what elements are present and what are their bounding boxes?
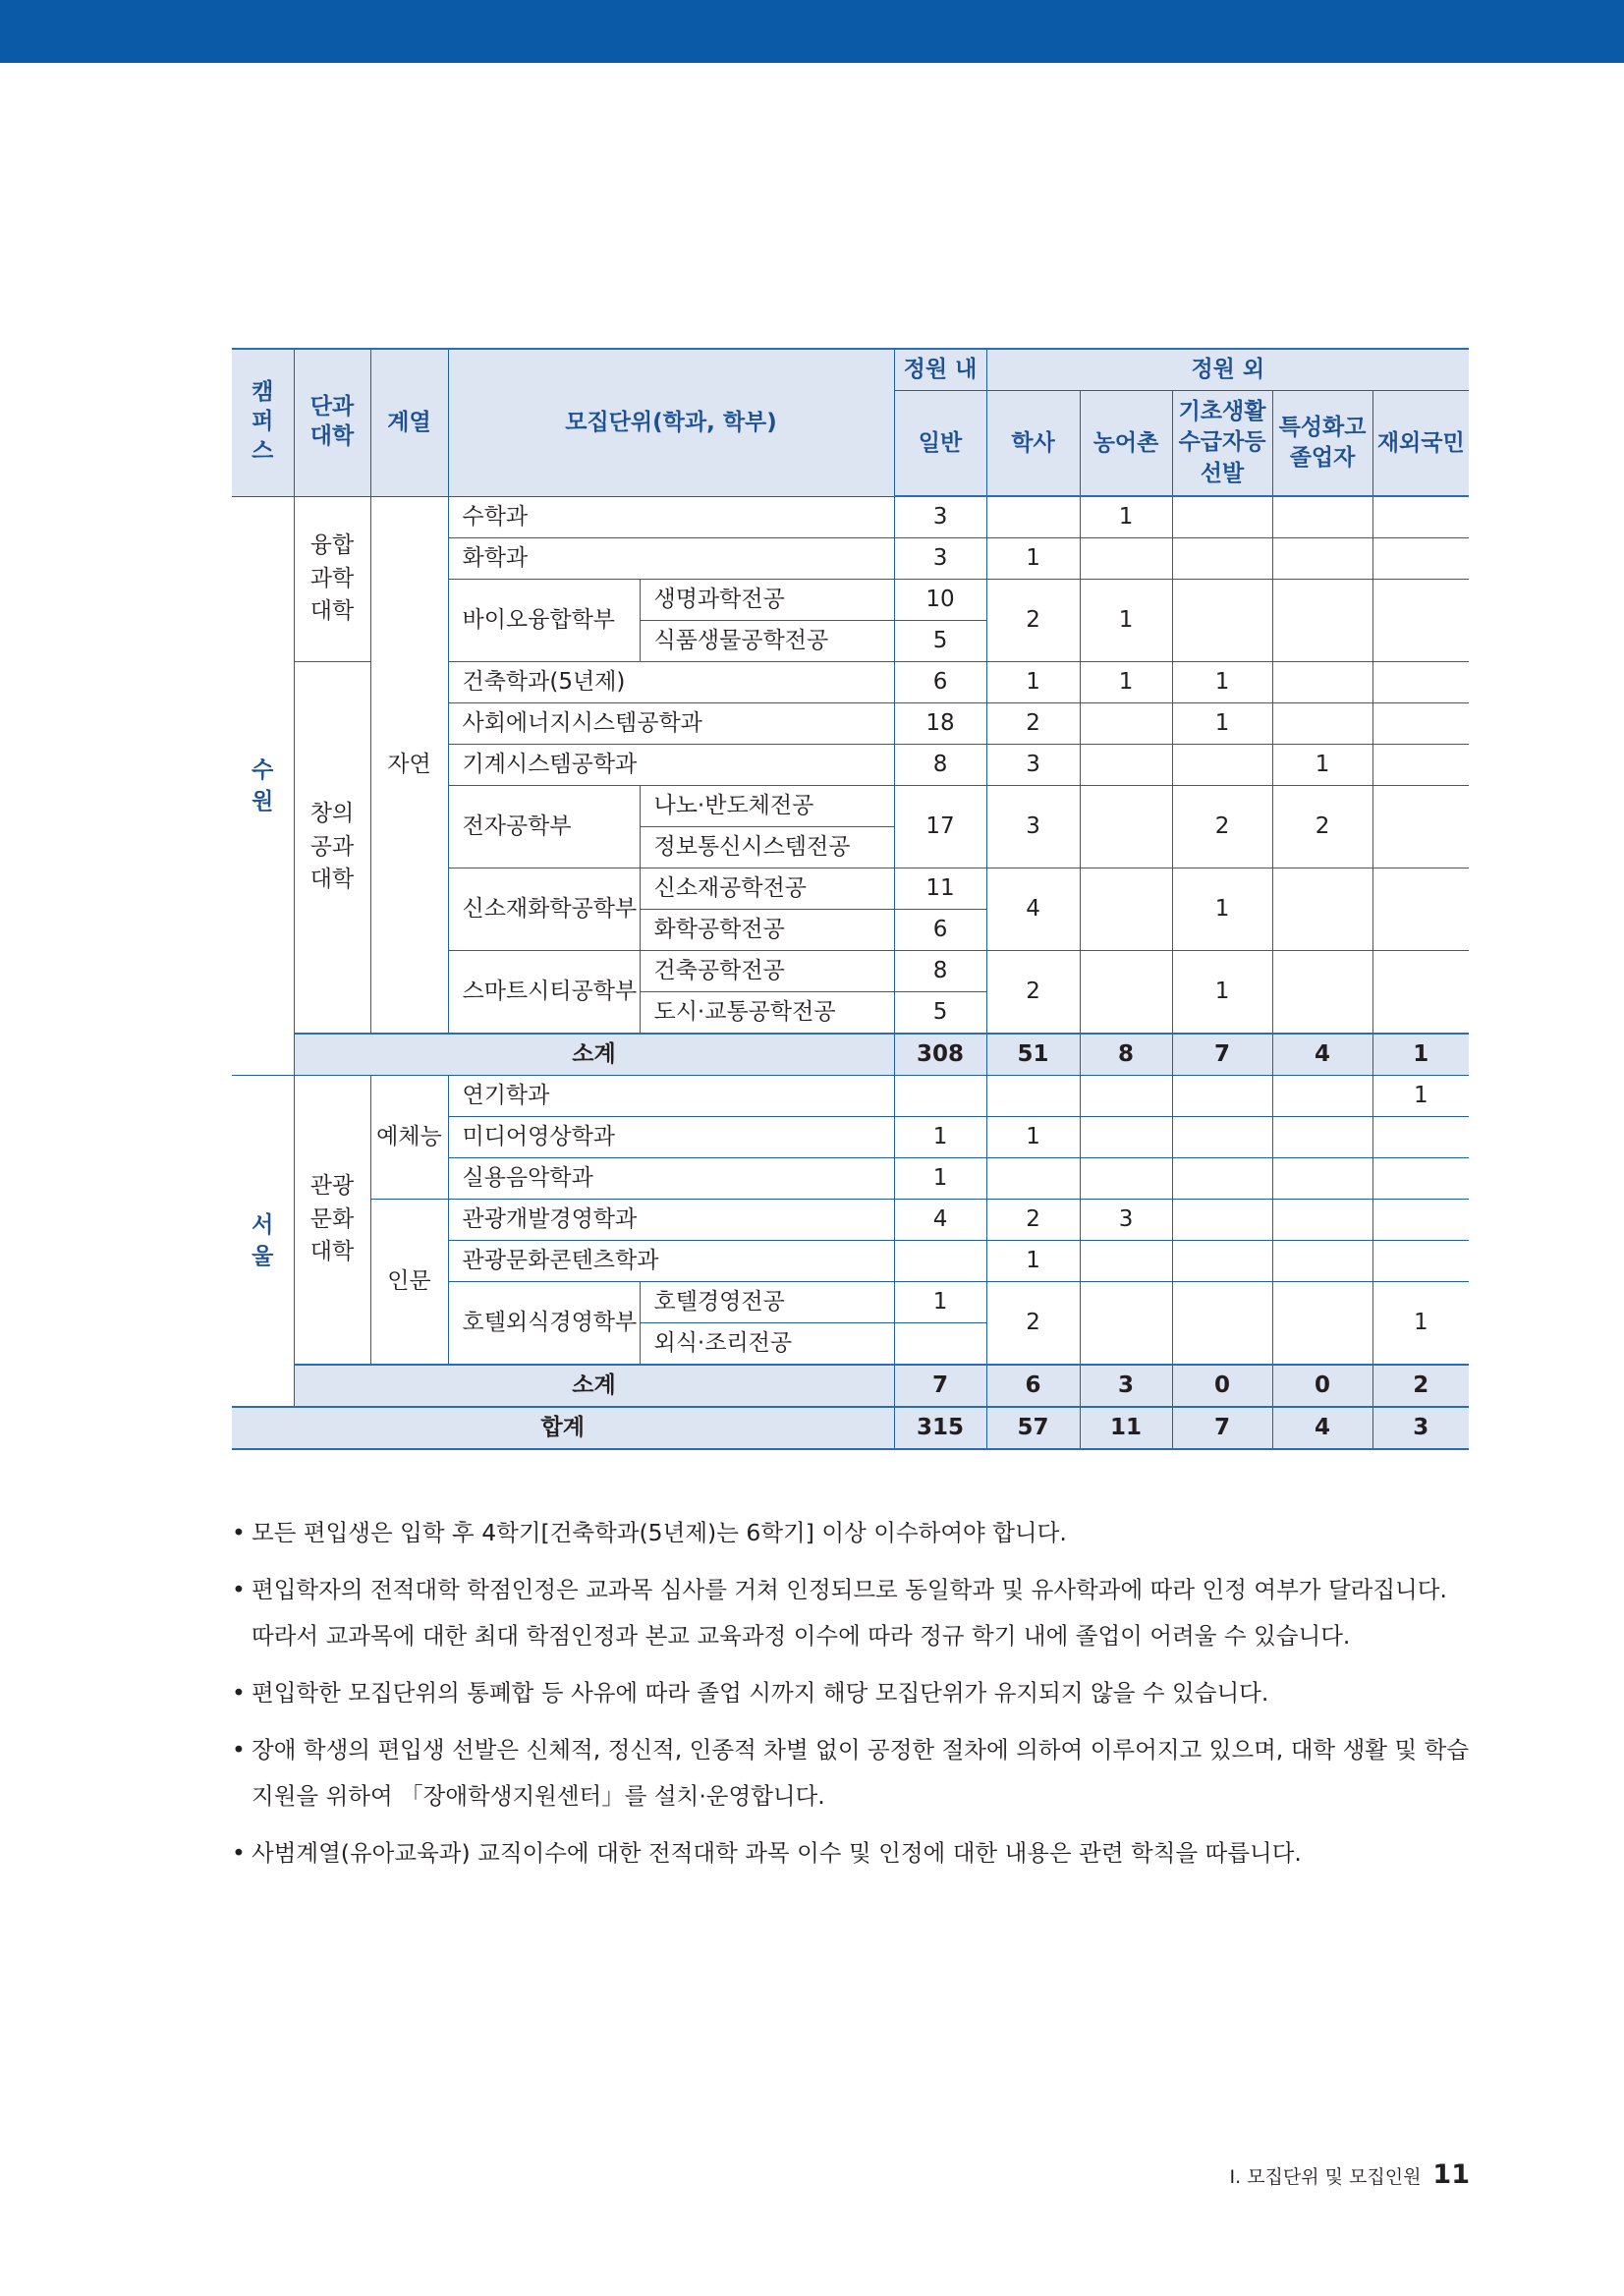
cell-value: 2 bbox=[1172, 786, 1272, 868]
cell-value: 6 bbox=[894, 662, 986, 703]
cell-value: 1 bbox=[986, 662, 1080, 703]
cell-value: 3 bbox=[1372, 1407, 1469, 1449]
cell-value: 10 bbox=[894, 580, 986, 621]
dept-name: 연기학과 bbox=[448, 1076, 894, 1117]
header-col-basic-living: 기초생활 수급자등 선발 bbox=[1172, 391, 1272, 497]
cell-value bbox=[1172, 1282, 1272, 1366]
cell-value: 57 bbox=[986, 1407, 1080, 1449]
cell-value: 1 bbox=[1080, 662, 1172, 703]
cell-value: 7 bbox=[1172, 1407, 1272, 1449]
cell-value bbox=[986, 496, 1080, 538]
header-inside-quota: 정원 내 bbox=[894, 349, 986, 391]
cell-value: 8 bbox=[1080, 1034, 1172, 1076]
note-item: • 사범계열(유아교육과) 교직이수에 대한 전적대학 과목 이수 및 인정에 대한 내용은 관련 학칙을 따릅니다. bbox=[232, 1830, 1472, 1876]
cell-value: 4 bbox=[1272, 1407, 1372, 1449]
cell-value bbox=[1080, 868, 1172, 951]
cell-value bbox=[1172, 496, 1272, 538]
cell-value bbox=[986, 1158, 1080, 1200]
note-item: • 모든 편입생은 입학 후 4학기[건축학과(5년제)는 6학기] 이상 이수하여야 합니다. bbox=[232, 1510, 1472, 1556]
cell-value bbox=[1272, 580, 1372, 662]
cell-value: 4 bbox=[986, 868, 1080, 951]
cell-value bbox=[894, 1241, 986, 1282]
cell-value bbox=[1080, 786, 1172, 868]
cell-value bbox=[1272, 1158, 1372, 1200]
cell-value: 7 bbox=[894, 1365, 986, 1407]
major-name: 도시·교통공학전공 bbox=[640, 992, 894, 1035]
cell-value bbox=[1272, 1241, 1372, 1282]
total-label: 합계 bbox=[232, 1407, 894, 1449]
cell-value bbox=[1372, 580, 1469, 662]
table-row bbox=[232, 1200, 1469, 1241]
dept-name: 수학과 bbox=[448, 496, 894, 538]
cell-value bbox=[1272, 1076, 1372, 1117]
cell-value bbox=[986, 1076, 1080, 1117]
college-tourism-culture: 관광 문화 대학 bbox=[294, 1076, 370, 1366]
cell-value: 1 bbox=[1172, 662, 1272, 703]
major-name: 정보통신시스템전공 bbox=[640, 827, 894, 868]
cell-value: 3 bbox=[986, 745, 1080, 786]
cell-value: 3 bbox=[1080, 1365, 1172, 1407]
top-color-bar bbox=[0, 0, 1624, 63]
cell-value: 2 bbox=[1372, 1365, 1469, 1407]
cell-value bbox=[1080, 745, 1172, 786]
cell-value bbox=[1272, 1117, 1372, 1158]
cell-value: 4 bbox=[894, 1200, 986, 1241]
major-name: 식품생물공학전공 bbox=[640, 621, 894, 662]
header-col-bachelor: 학사 bbox=[986, 391, 1080, 497]
header-col-vocational: 특성화고 졸업자 bbox=[1272, 391, 1372, 497]
cell-value bbox=[1372, 1158, 1469, 1200]
cell-value: 2 bbox=[986, 1282, 1080, 1366]
cell-value: 6 bbox=[986, 1365, 1080, 1407]
cell-value bbox=[1172, 745, 1272, 786]
cell-value: 3 bbox=[894, 496, 986, 538]
major-name: 화학공학전공 bbox=[640, 910, 894, 951]
cell-value: 11 bbox=[1080, 1407, 1172, 1449]
table-row bbox=[232, 1076, 1469, 1117]
cell-value bbox=[1272, 1282, 1372, 1366]
header-col-rural: 농어촌 bbox=[1080, 391, 1172, 497]
cell-value bbox=[894, 1323, 986, 1366]
cell-value: 1 bbox=[1372, 1076, 1469, 1117]
dept-name: 기계시스템공학과 bbox=[448, 745, 894, 786]
campus-seoul: 서 울 bbox=[232, 1076, 294, 1408]
dept-name: 관광문화콘텐츠학과 bbox=[448, 1241, 894, 1282]
subtotal-label: 소계 bbox=[294, 1034, 894, 1076]
cell-value bbox=[1080, 538, 1172, 580]
cell-value bbox=[1372, 1117, 1469, 1158]
header-col-general: 일반 bbox=[894, 391, 986, 497]
cell-value bbox=[1272, 951, 1372, 1035]
cell-value: 18 bbox=[894, 703, 986, 745]
dept-name: 화학과 bbox=[448, 538, 894, 580]
cell-value: 8 bbox=[894, 745, 986, 786]
cell-value bbox=[1172, 1200, 1272, 1241]
college-convergence-science: 융합 과학 대학 bbox=[294, 496, 370, 662]
cell-value: 308 bbox=[894, 1034, 986, 1076]
campus-suwon: 수 원 bbox=[232, 496, 294, 1076]
cell-value: 1 bbox=[986, 1241, 1080, 1282]
dept-name: 실용음악학과 bbox=[448, 1158, 894, 1200]
cell-value bbox=[1172, 538, 1272, 580]
dept-name: 전자공학부 bbox=[448, 786, 640, 868]
cell-value: 2 bbox=[1272, 786, 1372, 868]
admission-quota-table bbox=[232, 348, 1469, 1450]
total-row bbox=[232, 1407, 1469, 1449]
note-item: • 장애 학생의 편입생 선발은 신체적, 정신적, 인종적 차별 없이 공정한 절차에 의하여 이루어지고 있으며, 대학 생활 및 학습지원을 위하여 「장애학생지원센터」를 설치·운영합니다. bbox=[232, 1727, 1472, 1820]
cell-value: 1 bbox=[1080, 580, 1172, 662]
cell-value bbox=[1172, 1117, 1272, 1158]
major-name: 외식·조리전공 bbox=[640, 1323, 894, 1366]
major-name: 건축공학전공 bbox=[640, 951, 894, 992]
cell-value bbox=[1080, 1117, 1172, 1158]
cell-value bbox=[1372, 868, 1469, 951]
cell-value: 1 bbox=[1172, 951, 1272, 1035]
cell-value: 3 bbox=[894, 538, 986, 580]
cell-value: 0 bbox=[1172, 1365, 1272, 1407]
cell-value: 17 bbox=[894, 786, 986, 868]
cell-value bbox=[1080, 1241, 1172, 1282]
cell-value: 8 bbox=[894, 951, 986, 992]
cell-value: 2 bbox=[986, 703, 1080, 745]
field-natural: 자연 bbox=[370, 496, 448, 1034]
cell-value bbox=[1372, 951, 1469, 1035]
cell-value bbox=[1372, 703, 1469, 745]
cell-value bbox=[1080, 1158, 1172, 1200]
cell-value: 3 bbox=[986, 786, 1080, 868]
cell-value: 2 bbox=[986, 1200, 1080, 1241]
cell-value: 4 bbox=[1272, 1034, 1372, 1076]
cell-value: 1 bbox=[986, 1117, 1080, 1158]
cell-value bbox=[1272, 703, 1372, 745]
dept-name: 바이오융합학부 bbox=[448, 580, 640, 662]
footer-section-title: Ⅰ. 모집단위 및 모집인원 bbox=[1229, 2166, 1422, 2188]
cell-value: 1 bbox=[1272, 745, 1372, 786]
cell-value: 1 bbox=[894, 1117, 986, 1158]
cell-value bbox=[1172, 1241, 1272, 1282]
subtotal-label: 소계 bbox=[294, 1365, 894, 1407]
cell-value bbox=[1272, 662, 1372, 703]
cell-value: 2 bbox=[986, 951, 1080, 1035]
dept-name: 스마트시티공학부 bbox=[448, 951, 640, 1035]
cell-value: 1 bbox=[1372, 1034, 1469, 1076]
cell-value bbox=[1080, 1076, 1172, 1117]
cell-value bbox=[1080, 951, 1172, 1035]
page-number: 11 bbox=[1432, 2159, 1470, 2190]
cell-value: 51 bbox=[986, 1034, 1080, 1076]
cell-value bbox=[1272, 496, 1372, 538]
dept-name: 관광개발경영학과 bbox=[448, 1200, 894, 1241]
cell-value bbox=[1372, 1200, 1469, 1241]
notes-list bbox=[232, 1510, 1472, 1887]
cell-value: 3 bbox=[1080, 1200, 1172, 1241]
table-row bbox=[232, 496, 1469, 538]
major-name: 생명과학전공 bbox=[640, 580, 894, 621]
cell-value: 1 bbox=[986, 538, 1080, 580]
dept-name: 호텔외식경영학부 bbox=[448, 1282, 640, 1366]
header-col-overseas: 재외국민 bbox=[1372, 391, 1469, 497]
field-arts: 예체능 bbox=[370, 1076, 448, 1200]
cell-value: 1 bbox=[1172, 868, 1272, 951]
cell-value bbox=[1272, 868, 1372, 951]
cell-value bbox=[1272, 538, 1372, 580]
cell-value: 2 bbox=[986, 580, 1080, 662]
cell-value bbox=[1372, 1241, 1469, 1282]
dept-name: 신소재화학공학부 bbox=[448, 868, 640, 951]
cell-value: 0 bbox=[1272, 1365, 1372, 1407]
dept-name: 미디어영상학과 bbox=[448, 1117, 894, 1158]
dept-name: 사회에너지시스템공학과 bbox=[448, 703, 894, 745]
cell-value: 5 bbox=[894, 621, 986, 662]
cell-value bbox=[1172, 1158, 1272, 1200]
cell-value bbox=[1080, 703, 1172, 745]
header-field: 계열 bbox=[370, 349, 448, 496]
cell-value bbox=[1372, 662, 1469, 703]
header-campus: 캠 퍼 스 bbox=[232, 349, 294, 496]
major-name: 나노·반도체전공 bbox=[640, 786, 894, 827]
cell-value bbox=[894, 1076, 986, 1117]
cell-value: 6 bbox=[894, 910, 986, 951]
college-creative-engineering: 창의 공과 대학 bbox=[294, 662, 370, 1035]
cell-value: 1 bbox=[894, 1282, 986, 1323]
cell-value bbox=[1272, 1200, 1372, 1241]
cell-value: 11 bbox=[894, 868, 986, 910]
cell-value bbox=[1372, 538, 1469, 580]
cell-value bbox=[1080, 1282, 1172, 1366]
page-footer bbox=[1229, 2159, 1470, 2190]
cell-value: 315 bbox=[894, 1407, 986, 1449]
cell-value: 7 bbox=[1172, 1034, 1272, 1076]
note-item: • 편입학자의 전적대학 학점인정은 교과목 심사를 거쳐 인정되므로 동일학과 및 유사학과에 따라 인정 여부가 달라집니다. 따라서 교과목에 대한 최대 학점인정과 본교 교육과정 이수에 따라 정규 학기 내에 졸업이 어려울 수 있습니다. bbox=[232, 1567, 1472, 1659]
major-name: 호텔경영전공 bbox=[640, 1282, 894, 1323]
cell-value: 1 bbox=[1372, 1282, 1469, 1366]
field-humanities: 인문 bbox=[370, 1200, 448, 1366]
cell-value: 1 bbox=[1080, 496, 1172, 538]
header-college: 단과 대학 bbox=[294, 349, 370, 496]
cell-value: 1 bbox=[1172, 703, 1272, 745]
note-item: • 편입학한 모집단위의 통폐합 등 사유에 따라 졸업 시까지 해당 모집단위가 유지되지 않을 수 있습니다. bbox=[232, 1670, 1472, 1716]
cell-value: 1 bbox=[894, 1158, 986, 1200]
major-name: 신소재공학전공 bbox=[640, 868, 894, 910]
dept-name: 건축학과(5년제) bbox=[448, 662, 894, 703]
cell-value bbox=[1372, 496, 1469, 538]
cell-value bbox=[1172, 1076, 1272, 1117]
subtotal-row-seoul bbox=[232, 1365, 1469, 1407]
cell-value: 5 bbox=[894, 992, 986, 1035]
header-unit: 모집단위(학과, 학부) bbox=[448, 349, 894, 496]
cell-value bbox=[1372, 786, 1469, 868]
cell-value bbox=[1172, 580, 1272, 662]
header-outside-quota: 정원 외 bbox=[986, 349, 1469, 391]
cell-value bbox=[1372, 745, 1469, 786]
subtotal-row-suwon bbox=[232, 1034, 1469, 1076]
